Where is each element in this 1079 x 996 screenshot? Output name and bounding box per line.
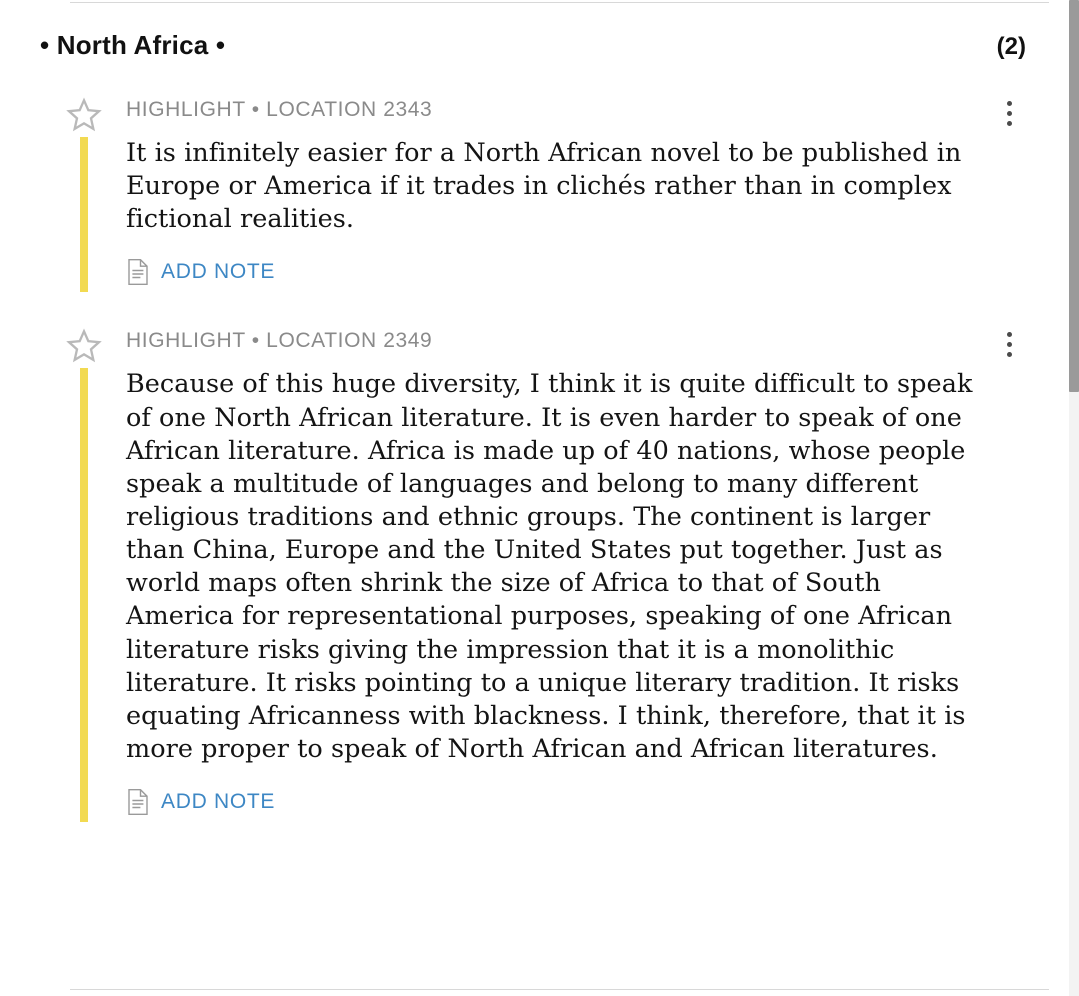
- section-header: [0, 0, 1062, 61]
- highlight-card: [0, 324, 1062, 822]
- note-document-icon: [126, 788, 150, 816]
- add-note-button[interactable]: [126, 258, 275, 292]
- overflow-menu-icon[interactable]: [992, 324, 1026, 364]
- page-title: • North Africa •: [40, 30, 226, 60]
- highlight-color-bar: [80, 368, 88, 822]
- highlight-meta: HIGHLIGHT • LOCATION 2343: [126, 98, 433, 121]
- scrollbar-thumb[interactable]: [1069, 0, 1079, 392]
- add-note-label: ADD NOTE: [161, 790, 276, 814]
- star-outline-icon[interactable]: [64, 95, 104, 135]
- highlight-quote-wrap: [56, 137, 1026, 292]
- highlight-quote-wrap: [56, 368, 1026, 822]
- star-outline-icon[interactable]: [64, 326, 104, 366]
- highlight-color-bar: [80, 137, 88, 292]
- highlight-header: [56, 93, 1026, 127]
- highlight-meta: HIGHLIGHT • LOCATION 2349: [126, 329, 433, 353]
- add-note-label: ADD NOTE: [161, 260, 276, 284]
- overflow-menu-icon[interactable]: [992, 93, 1026, 133]
- note-document-icon: [126, 258, 150, 286]
- highlight-card: [0, 93, 1062, 292]
- highlight-text: Because of this huge diversity, I think it is quite difficult to speak of one North African literature. It is even harder to speak of one African literature. Africa is made up of 40 nations, whose people speak a multitude of languages and belong to many different religious traditions and ethnic groups. The continent is larger than China, Europe and the United States put together. Just as world maps often shrink the size of Africa to that of South America for representational purposes, speaking of one African literature risks giving the impression that it is a monolithic literature. It risks pointing to a unique literary tradition. It risks equating Africanness with blackness. I think, therefore, that it is more proper to speak of North African and African literatures.: [126, 369, 973, 764]
- highlight-header: [56, 324, 1026, 358]
- bottom-divider: [70, 989, 1049, 990]
- highlight-text: It is infinitely easier for a North African novel to be published in Europe or America if it trades in clichés rather than in complex fictional realities.: [126, 138, 962, 235]
- vertical-scrollbar[interactable]: [1069, 0, 1079, 996]
- section-count: (2): [996, 33, 1026, 60]
- add-note-button[interactable]: [126, 788, 275, 822]
